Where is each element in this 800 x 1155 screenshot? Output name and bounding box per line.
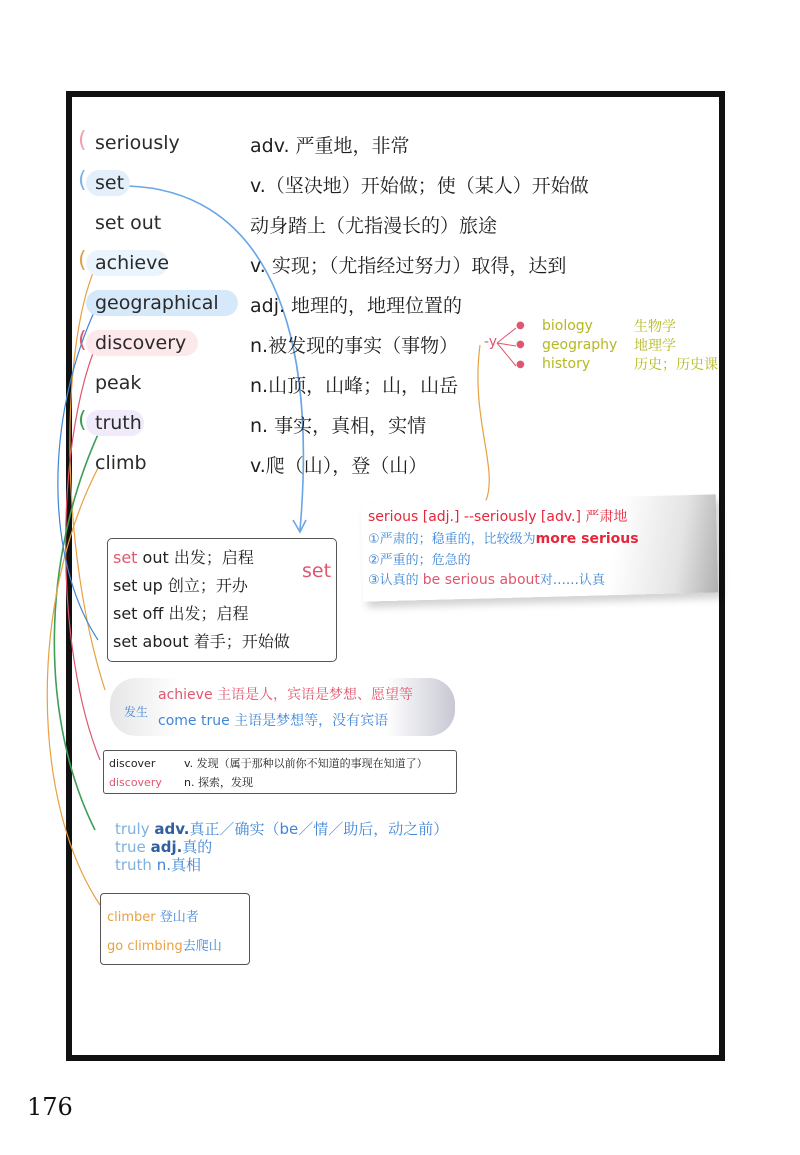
set-row-1-a: set: [113, 548, 138, 567]
serious-head-a: serious [adj.] --seriously [adv.]: [368, 509, 581, 525]
truth-l2-a: true: [115, 838, 146, 856]
discover-note-row-2: [109, 774, 253, 790]
set-row-3-b: 出发；启程: [163, 604, 249, 623]
vocab-word-seriously: seriously: [95, 132, 180, 154]
paren-truth: (: [78, 408, 87, 433]
branch-biology-en: biology: [542, 318, 593, 334]
set-note-tag: set: [302, 560, 332, 582]
y-branch-lines: [497, 328, 516, 366]
set-arrow-head: [293, 520, 306, 532]
branch-dot-2: ●: [516, 339, 525, 350]
set-note-row-4: [113, 629, 290, 652]
vocab-def-discovery: n.被发现的事实（事物）: [250, 335, 459, 357]
vocab-word-set-out: set out: [95, 212, 162, 234]
achieve-note-line-1: achieve 主语是人，宾语是梦想、愿望等: [158, 687, 414, 703]
vocab-word-set: set: [95, 172, 125, 194]
serious-l3-a: ③认真的: [368, 573, 419, 588]
truth-l1-c: 真正／确实（be／情／助后，动之前）: [189, 820, 449, 838]
paren-achieve: (: [78, 248, 87, 273]
truth-l3-a: truth: [115, 856, 152, 874]
vocab-def-achieve: v. 实现；（尤指经过努力）取得，达到: [250, 255, 567, 277]
truth-l3-b: n.: [156, 856, 172, 874]
discover-word: discover: [109, 757, 156, 770]
vocab-def-truth: n. 事实，真相，实情: [250, 415, 427, 437]
set-row-4-b: 着手；开始做: [188, 632, 290, 651]
vocab-def-peak: n.山顶，山峰；山，山岳: [250, 375, 459, 397]
serious-l3-c: 对……认真: [539, 573, 605, 588]
discover-note-row-1: [109, 755, 428, 771]
discover-def: v. 发现（属于那种以前你不知道的事现在知道了）: [184, 757, 428, 770]
set-row-2-b: 创立；开办: [162, 576, 248, 595]
achieve-note-tag: 发生: [124, 705, 149, 719]
paren-set: (: [78, 168, 87, 193]
truth-curve: [54, 430, 100, 830]
branch-biology-zh: 生物学: [634, 319, 676, 335]
vocab-def-geographical: adj. 地理的，地理位置的: [250, 295, 463, 317]
paren-seriously: (: [78, 128, 87, 153]
achieve-note-line-2: come true 主语是梦想等，没有宾语: [158, 713, 389, 729]
set-note-row-3: [113, 601, 248, 624]
branch-dot-3: ●: [516, 359, 525, 370]
set-row-3-a: set off: [113, 604, 164, 623]
serious-note-line-3: [368, 569, 605, 588]
serious-l3-b: be serious about: [422, 572, 540, 588]
truth-l1-a: truly: [115, 820, 150, 838]
vocab-word-climb: climb: [95, 452, 147, 474]
branch-history-en: history: [542, 356, 591, 372]
truth-l1-b: adv.: [154, 820, 190, 838]
climb-l1-b: 登山者: [159, 910, 199, 925]
serious-head-b: 严肃地: [585, 509, 628, 525]
vocab-word-achieve: achieve: [95, 252, 170, 274]
page-number: 176: [27, 1093, 73, 1121]
set-row-4-a: set about: [113, 632, 189, 651]
vocab-def-seriously: adv. 严重地，非常: [250, 135, 410, 157]
serious-note-line-2: ②严重的；危急的: [368, 553, 471, 568]
truth-l3-c: 真相: [171, 856, 202, 874]
vocab-word-peak: peak: [95, 372, 142, 394]
paren-discovery: (: [78, 328, 87, 353]
branch-dot-1: ●: [516, 320, 525, 331]
discovery-word: discovery: [109, 776, 162, 789]
vocab-word-truth: truth: [95, 412, 142, 434]
set-note-row-2: [113, 573, 248, 596]
climb-l2-a: go climbing: [107, 939, 183, 954]
vocab-def-set-out: 动身踏上（尤指漫长的）旅途: [250, 215, 498, 237]
branch-geography-zh: 地理学: [634, 338, 676, 354]
climb-note-line-1: [107, 906, 199, 925]
serious-l1-a: ①严肃的；稳重的，比较级为: [368, 532, 536, 547]
vocab-def-climb: v.爬（山），登（山）: [250, 455, 428, 477]
climb-l2-b: 去爬山: [182, 939, 222, 954]
serious-note-head: [368, 506, 627, 526]
climb-note-box: [100, 893, 250, 965]
truth-l2-b: adj.: [150, 838, 183, 856]
set-row-2-a: set up: [113, 576, 163, 595]
seriously-curve: [478, 345, 489, 503]
climb-l1-a: climber: [107, 910, 156, 925]
vocab-word-discovery: discovery: [95, 332, 187, 354]
serious-l1-b: more serious: [535, 531, 639, 547]
set-row-1-b: out 出发；启程: [137, 548, 254, 567]
vocab-def-set: v.（坚决地）开始做；使（某人）开始做: [250, 175, 589, 197]
branch-history-zh: 历史；历史课: [634, 357, 718, 373]
branch-geography-en: geography: [542, 337, 618, 353]
climb-curve: [47, 468, 100, 905]
geo-curve: [58, 310, 98, 640]
truth-note-line-3: [115, 854, 201, 875]
vocab-word-geographical: geographical: [95, 292, 219, 314]
set-note-row-1: [113, 545, 254, 568]
discovery-def: n. 探索，发现: [184, 776, 253, 789]
climb-note-line-2: [107, 935, 222, 954]
serious-note-line-1: [368, 528, 639, 547]
y-suffix-marker: -y: [484, 334, 498, 350]
truth-l2-c: 真的: [182, 838, 213, 856]
